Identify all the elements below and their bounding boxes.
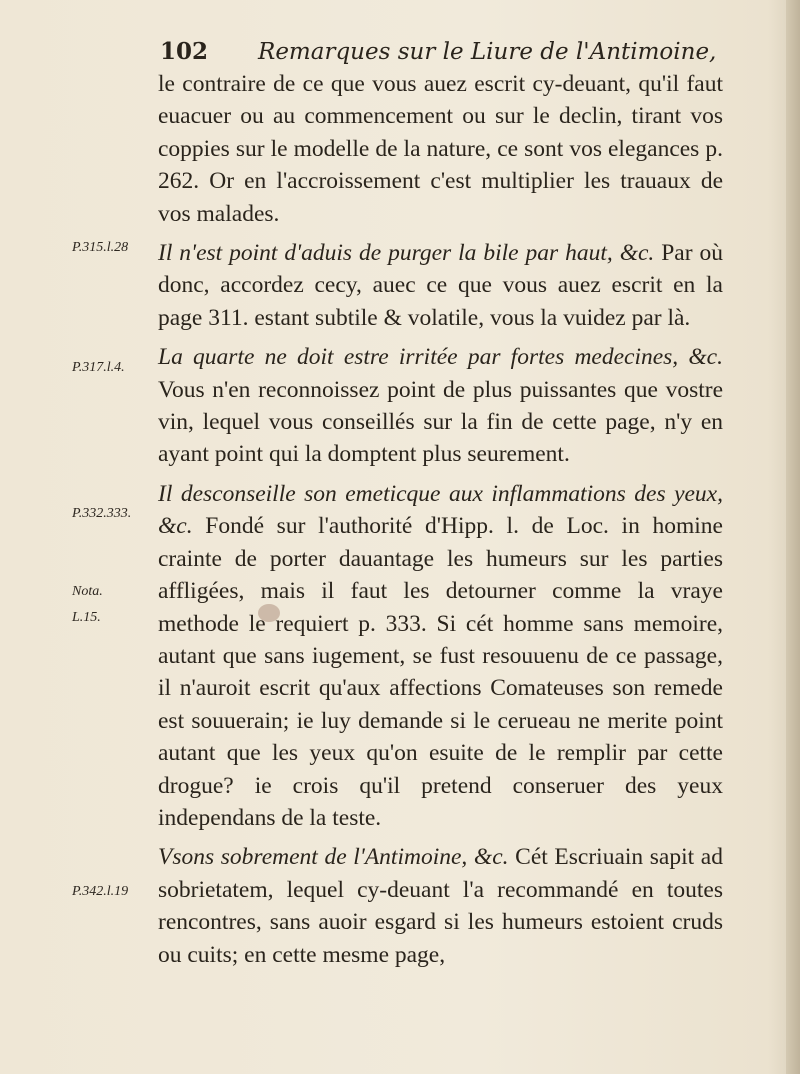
paragraph-lead: La quarte ne doit estre irritée par fortes medecines, &c. bbox=[158, 344, 723, 371]
margin-note: P.315.l.28 bbox=[72, 240, 129, 255]
paragraph bbox=[158, 341, 723, 471]
paragraph-text: Vous n'en reconnoissez point de plus puissantes que vostre vin, lequel vous conseillés sur la fin de cette page, n'y en ayant point qui la domptent plus seurement. bbox=[158, 376, 723, 468]
paragraph-lead: Il desconseille son emeticque aux inflammations des yeux, &c. bbox=[158, 480, 723, 540]
margin-note: P.317.l.4. bbox=[72, 360, 125, 375]
paragraph bbox=[158, 68, 723, 230]
paragraph-text: Fondé sur l'authorité d'Hipp. l. de Loc. in homine crainte de porter dauantage les humeurs sur les parties affligées, mais il faut les detourner comme la vraye methode le requiert p. 333. Si cét homme sans memoire, autant que sans iugement, se fust resouuenu de ce passage, il n'auroit escrit qu'aux affections Comateuses son remede est souuerain; ie luy demande si le cerueau ne merite point autant que les yeux qu'on esuite de le remplir par cette drogue? ie crois qu'il pretend conseruer des yeux independans de la teste. bbox=[158, 513, 723, 831]
paragraph-lead: Il n'est point d'aduis de purger la bile par haut, &c. bbox=[158, 240, 662, 267]
margin-note: Nota. bbox=[72, 584, 103, 599]
main-text bbox=[158, 68, 723, 971]
page-edge bbox=[786, 0, 800, 1074]
paragraph-text: Cét Escriuain sapit ad sobrietatem, lequel cy-deuant l'a recommandé en toutes rencontres, sans auoir esgard si les humeurs estoient cruds ou cuits; en cette mesme page, bbox=[158, 844, 723, 968]
running-title: Remarques sur le Liure de l'Antimoine, bbox=[258, 39, 717, 65]
paragraph bbox=[158, 478, 723, 834]
margin-note: L.15. bbox=[72, 610, 101, 625]
ink-smudge bbox=[258, 604, 280, 622]
margin-note: P.332.333. bbox=[72, 506, 132, 521]
paragraph-text: Par où donc, accordez cecy, auec ce que vous auez escrit en la page 311. estant subtile & volatile, vous la vuidez par là. bbox=[158, 240, 723, 331]
page-number: 102 bbox=[160, 38, 209, 65]
paragraph-lead: Vsons sobrement de l'Antimoine, &c. bbox=[158, 844, 516, 871]
paragraph-text: le contraire de ce que vous auez escrit cy-deuant, qu'il faut euacuer ou au commencement ou sur le declin, tirant vos coppies sur le modelle de la nature, ce sont vos elegances p. 262. Or en l'accroissement c'est multiplier les trauaux de vos malades. bbox=[158, 71, 723, 227]
paragraph bbox=[158, 237, 723, 334]
paragraph bbox=[158, 841, 723, 971]
margin-note: P.342.l.19 bbox=[72, 884, 129, 899]
running-header bbox=[160, 34, 720, 70]
